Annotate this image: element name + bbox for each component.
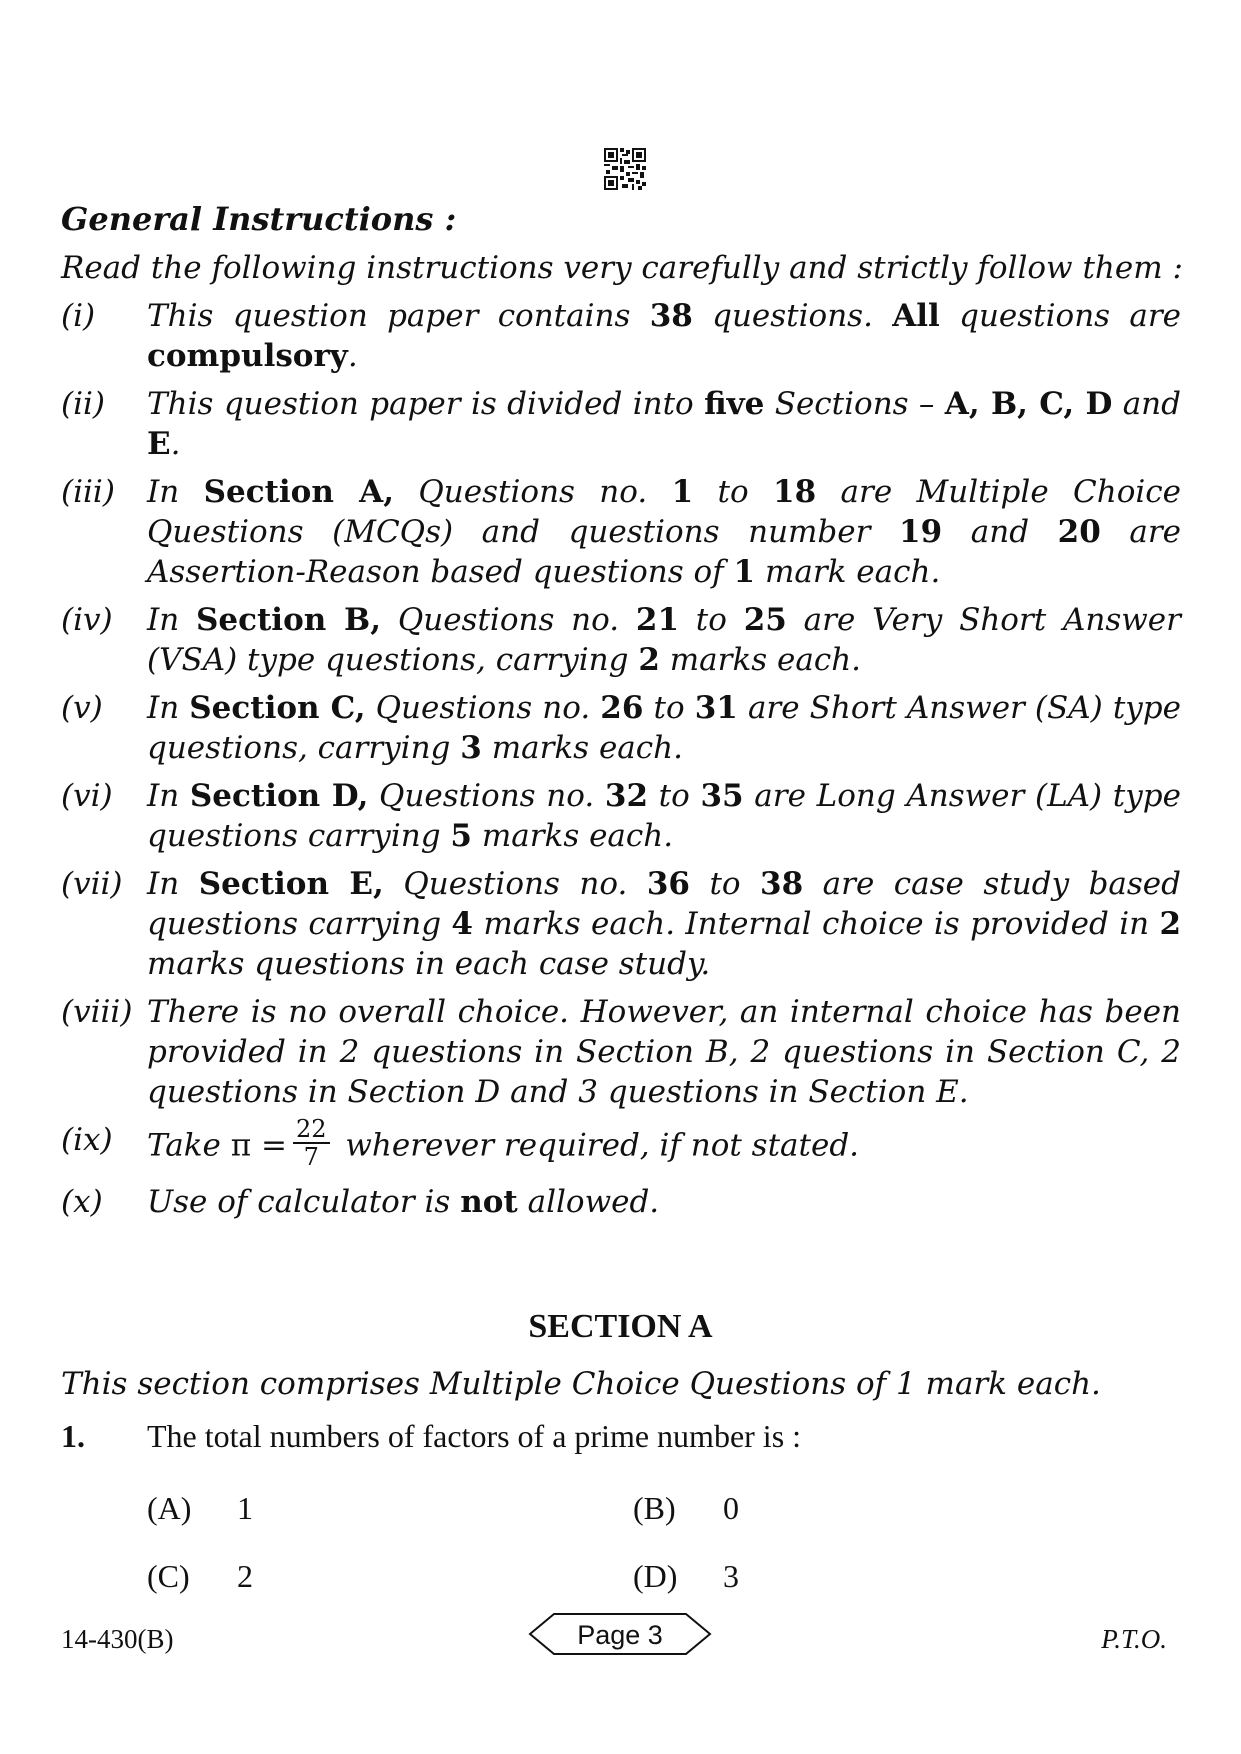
instruction-number: (ix) (61, 1122, 113, 1158)
question-number: 1. (61, 1418, 85, 1454)
instruction-text: In Section D, Questions no. 32 to 35 are Long Answer (LA) type questions carrying 5 marks each. (147, 778, 1181, 854)
instruction-item (61, 864, 1181, 984)
instruction-number: (viii) (61, 994, 133, 1030)
option-label: (D) (633, 1558, 678, 1594)
option-value: 1 (237, 1490, 253, 1526)
instruction-text: There is no overall choice. However, an internal choice has been provided in 2 questions in Section B, 2 questions in Section C, 2 questions in Section D and 3 questions in Section E. (147, 994, 1181, 1110)
instruction-number: (iv) (61, 602, 113, 638)
instruction-item (61, 688, 1181, 768)
instruction-text: Use of calculator is not allowed. (147, 1184, 660, 1220)
instruction-item (61, 472, 1181, 592)
option-label: (A) (147, 1490, 192, 1526)
instruction-text: In Section E, Questions no. 36 to 38 are case study based questions carrying 4 marks each. Internal choice is provided in 2 marks questions in each case study. (147, 866, 1182, 982)
option-label: (B) (633, 1490, 676, 1526)
paper-code: 14-430(B) (61, 1624, 174, 1654)
instruction-text: In Section C, Questions no. 26 to 31 are Short Answer (SA) type questions, carrying 3 marks each. (147, 690, 1181, 766)
instruction-number: (vii) (61, 866, 123, 902)
question-1 (61, 1418, 801, 1455)
instructions-list (61, 296, 1181, 1230)
option-d (633, 1558, 739, 1595)
instruction-number: (v) (61, 690, 103, 726)
option-c (147, 1558, 253, 1595)
instruction-number: (x) (61, 1184, 103, 1220)
instruction-item (61, 776, 1181, 856)
page-number-badge (528, 1610, 712, 1658)
instruction-text: Take π = $\frac{22}{7}$ wherever required, if not stated. (147, 1115, 860, 1171)
instruction-number: (vi) (61, 778, 113, 814)
instruction-item (61, 992, 1181, 1112)
qr-code-icon (604, 148, 646, 190)
pto-label: P.T.O. (1101, 1624, 1167, 1654)
question-text: The total numbers of factors of a prime number is : (147, 1418, 802, 1454)
instruction-text: In Section A, Questions no. 1 to 18 are Multiple Choice Questions (MCQs) and questions number 19 and 20 are Assertion-Reason based questions of 1 mark each. (147, 474, 1181, 590)
instruction-number: (ii) (61, 386, 106, 422)
instruction-item (61, 296, 1181, 376)
option-a (147, 1490, 253, 1527)
instruction-text: This question paper is divided into five Sections – A, B, C, D and E. (147, 386, 1181, 462)
instruction-text: This question paper contains 38 questions. All questions are compulsory. (147, 298, 1181, 374)
instruction-item (61, 1182, 1181, 1222)
page-number: Page 3 (577, 1620, 663, 1650)
section-description: This section comprises Multiple Choice Questions of 1 mark each. (61, 1366, 1101, 1402)
instruction-text: In Section B, Questions no. 21 to 25 are Very Short Answer (VSA) type questions, carrying 2 marks each. (147, 602, 1181, 678)
instructions-intro: Read the following instructions very carefully and strictly follow them : (61, 250, 1183, 286)
fraction: $\frac{22}{7}$ (293, 1116, 330, 1170)
instructions-heading: General Instructions : (61, 200, 457, 238)
option-b (633, 1490, 739, 1527)
instruction-number: (iii) (61, 474, 115, 510)
instruction-item (61, 384, 1181, 464)
option-value: 2 (237, 1558, 253, 1594)
option-label: (C) (147, 1558, 190, 1594)
instruction-item (61, 600, 1181, 680)
instruction-item (61, 1115, 1181, 1174)
instruction-number: (i) (61, 298, 96, 334)
option-value: 0 (723, 1490, 739, 1526)
option-value: 3 (723, 1558, 739, 1594)
section-title: SECTION A (528, 1308, 713, 1345)
